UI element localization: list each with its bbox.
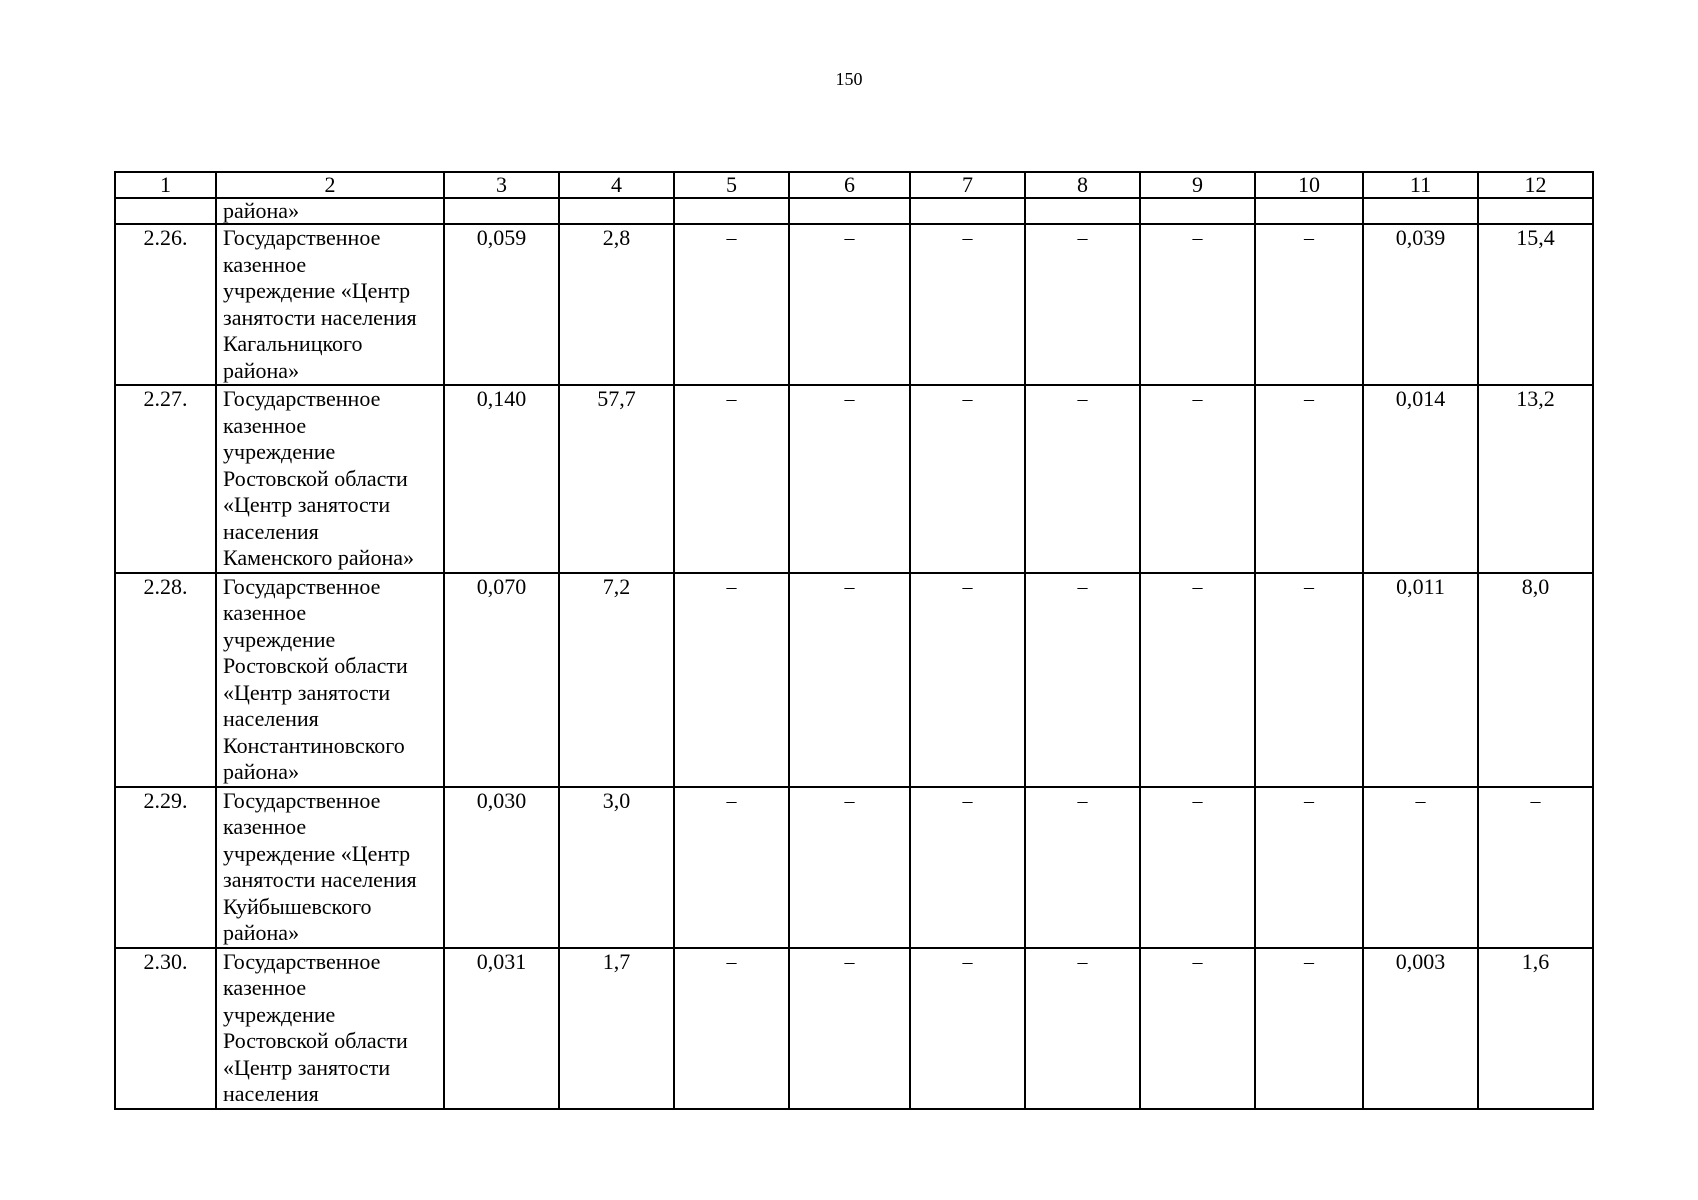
table-cell: – (789, 948, 910, 1109)
table-cell: – (1255, 385, 1363, 573)
table-cell: – (1140, 224, 1255, 385)
table-cell: 57,7 (559, 385, 674, 573)
table-cell: – (674, 787, 789, 948)
table-cell: – (1025, 573, 1140, 787)
column-header: 6 (789, 172, 910, 198)
row-number: 2.28. (115, 573, 216, 787)
table-cell: – (910, 573, 1025, 787)
table-cell: – (674, 573, 789, 787)
table-cell (674, 198, 789, 224)
column-header: 8 (1025, 172, 1140, 198)
column-header: 1 (115, 172, 216, 198)
table-cell (789, 198, 910, 224)
table-cell: – (1140, 573, 1255, 787)
table-cell: 8,0 (1478, 573, 1593, 787)
table-cell: – (910, 787, 1025, 948)
table-cell: 0,030 (444, 787, 559, 948)
table-cell: – (1025, 948, 1140, 1109)
column-header: 7 (910, 172, 1025, 198)
table-cell (1025, 198, 1140, 224)
table-cell: 0,011 (1363, 573, 1478, 787)
table-cell: 3,0 (559, 787, 674, 948)
table-cell: – (910, 224, 1025, 385)
table-row (115, 948, 1593, 1109)
table-cell: – (1255, 573, 1363, 787)
table-cell: 2,8 (559, 224, 674, 385)
table-row (115, 787, 1593, 948)
column-header: 2 (216, 172, 444, 198)
table-cell: 15,4 (1478, 224, 1593, 385)
row-number: 2.27. (115, 385, 216, 573)
column-header: 10 (1255, 172, 1363, 198)
table-cell: 0,003 (1363, 948, 1478, 1109)
column-header: 4 (559, 172, 674, 198)
table-cell: – (789, 787, 910, 948)
column-header: 9 (1140, 172, 1255, 198)
table-cell: – (1025, 224, 1140, 385)
table-cell: – (789, 573, 910, 787)
table-row (115, 224, 1593, 385)
institution-name: Государственное казенное учреждение «Центр занятости населения Кагальницкого района» (216, 224, 444, 385)
table-cell (444, 198, 559, 224)
data-table (114, 171, 1594, 1110)
table-cell: 13,2 (1478, 385, 1593, 573)
table-cell (1140, 198, 1255, 224)
table-cell (910, 198, 1025, 224)
table-cell: – (1255, 224, 1363, 385)
table-cell: – (910, 385, 1025, 573)
table-cell: 1,7 (559, 948, 674, 1109)
table-cell (1255, 198, 1363, 224)
table-cell (1478, 198, 1593, 224)
table-row (115, 573, 1593, 787)
institution-name: Государственное казенное учреждение «Центр занятости населения Куйбышевского района» (216, 787, 444, 948)
table-cell: – (1478, 787, 1593, 948)
table-cell: – (1140, 948, 1255, 1109)
table-cell: – (1363, 787, 1478, 948)
table-cell: 0,070 (444, 573, 559, 787)
table-cell: – (1140, 787, 1255, 948)
table-cell: – (789, 385, 910, 573)
column-header: 11 (1363, 172, 1478, 198)
table-cell: – (910, 948, 1025, 1109)
table-cell: – (674, 224, 789, 385)
table-cell: района» (216, 198, 444, 224)
row-number: 2.26. (115, 224, 216, 385)
institution-name: Государственное казенное учреждение Ростовской области «Центр занятости населения Каменского района» (216, 385, 444, 573)
table-cell: – (1025, 787, 1140, 948)
table-cell (559, 198, 674, 224)
table-cell: 0,140 (444, 385, 559, 573)
row-number: 2.29. (115, 787, 216, 948)
table-cell (1363, 198, 1478, 224)
table-cell (115, 198, 216, 224)
table-cell: – (1140, 385, 1255, 573)
page-number: 150 (835, 69, 863, 89)
table-cell: – (674, 948, 789, 1109)
institution-name: Государственное казенное учреждение Ростовской области «Центр занятости населения (216, 948, 444, 1109)
table-cell: – (1255, 948, 1363, 1109)
table-cell: 7,2 (559, 573, 674, 787)
column-header: 12 (1478, 172, 1593, 198)
table-cell: 0,039 (1363, 224, 1478, 385)
table-cell: – (1255, 787, 1363, 948)
table-cell: 0,031 (444, 948, 559, 1109)
table-cell: 0,014 (1363, 385, 1478, 573)
table-cell: – (1025, 385, 1140, 573)
column-header: 5 (674, 172, 789, 198)
institution-name: Государственное казенное учреждение Ростовской области «Центр занятости населения Константиновского района» (216, 573, 444, 787)
row-number: 2.30. (115, 948, 216, 1109)
table-cell: – (674, 385, 789, 573)
column-header: 3 (444, 172, 559, 198)
table-cell: 1,6 (1478, 948, 1593, 1109)
continuation-row (115, 198, 1593, 224)
table-cell: – (789, 224, 910, 385)
table-cell: 0,059 (444, 224, 559, 385)
table-header-row (115, 172, 1593, 198)
table-row (115, 385, 1593, 573)
